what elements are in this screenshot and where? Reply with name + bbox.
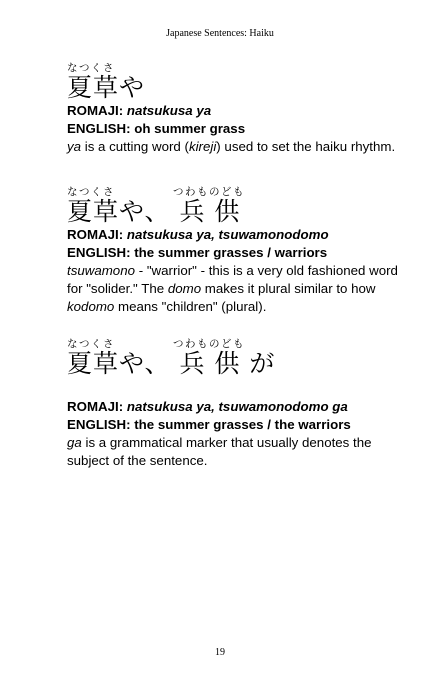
english-label: ENGLISH: <box>67 417 131 432</box>
note-term: ya <box>67 139 82 154</box>
furigana-natsukusa: なつくさ <box>67 338 115 350</box>
explanation-note: ga is a grammatical marker that usually denotes the subject of the sentence. <box>67 435 372 468</box>
furigana-tsuwamonodomo: つわものども <box>173 338 245 350</box>
furigana-natsukusa: なつくさ <box>67 186 115 198</box>
english-text: oh summer grass <box>134 121 246 136</box>
furigana-row <box>67 184 407 198</box>
romaji-text: natsukusa ya <box>126 103 212 118</box>
furigana-tsuwamonodomo: つわものども <box>173 186 245 198</box>
romaji-label: ROMAJI: <box>67 103 124 118</box>
haiku-section-3 <box>67 336 407 470</box>
furigana-row <box>67 336 407 350</box>
haiku-section-2 <box>67 184 407 316</box>
haiku-section-1 <box>67 60 407 156</box>
furigana-row <box>67 60 407 74</box>
english-line <box>67 120 407 138</box>
english-text: the summer grasses / warriors <box>134 245 328 260</box>
romaji-label: ROMAJI: <box>67 227 124 242</box>
note-term: ga <box>67 435 82 450</box>
explanation-note: ya is a cutting word (kireji) used to set the haiku rhythm. <box>67 139 396 154</box>
english-text: the summer grasses / the warriors <box>134 417 351 432</box>
kanji-line: 夏草や、 兵 供 <box>67 197 241 226</box>
romaji-line <box>67 398 407 416</box>
romaji-text: natsukusa ya, tsuwamonodomo <box>126 227 329 242</box>
english-label: ENGLISH: <box>67 245 131 260</box>
english-label: ENGLISH: <box>67 121 131 136</box>
running-header: Japanese Sentences: Haiku <box>166 28 274 39</box>
furigana-natsukusa: なつくさ <box>67 62 115 74</box>
english-line <box>67 416 407 434</box>
english-line <box>67 244 407 262</box>
explanation-note: tsuwamono - "warrior" - this is a very old fashioned word for "solider." The domo makes it plural similar to how kodomo means "children" (plural). <box>67 263 398 314</box>
note-term: domo <box>167 281 202 296</box>
note-term: kireji <box>188 139 217 154</box>
romaji-line <box>67 226 407 244</box>
note-term: kodomo <box>67 299 115 314</box>
romaji-line <box>67 102 407 120</box>
page-number: 19 <box>215 647 225 658</box>
romaji-text: natsukusa ya, tsuwamonodomo ga <box>126 399 348 414</box>
kanji-line: 夏草や、 兵 供 が <box>67 349 276 378</box>
kanji-line: 夏草や <box>67 73 146 102</box>
note-term: tsuwamono <box>67 263 135 278</box>
romaji-label: ROMAJI: <box>67 399 124 414</box>
